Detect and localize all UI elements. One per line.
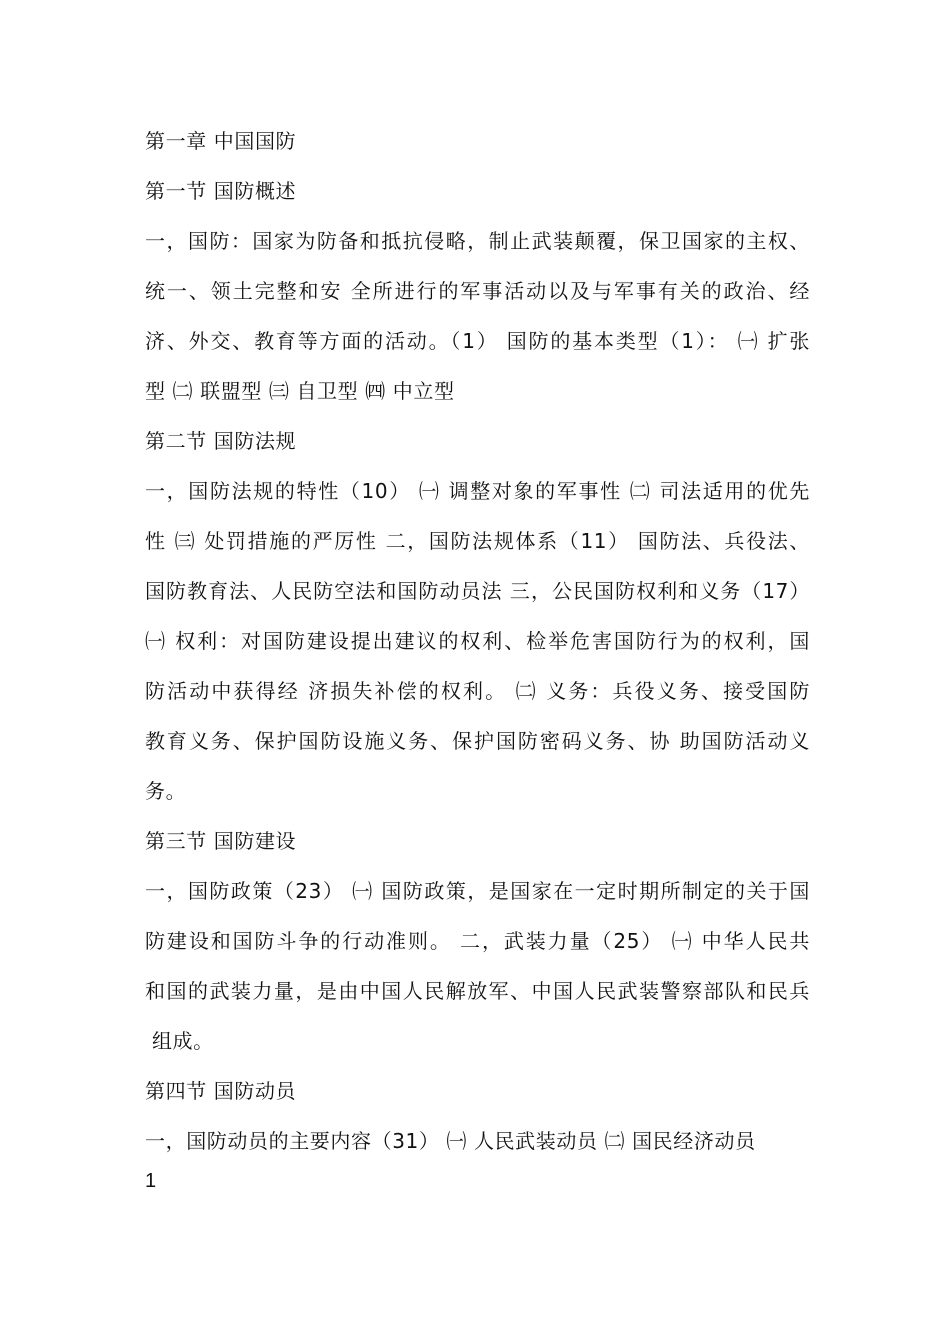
text-line: 国防教育法、人民防空法和国防动员法 三，公民国防权利和义务（17） bbox=[145, 579, 810, 603]
text-line: 一，国防：国家为防备和抵抗侵略，制止武装颠覆，保卫国家的主权、 bbox=[145, 229, 810, 253]
document-body bbox=[145, 116, 810, 1166]
page-number: 1 bbox=[145, 1170, 157, 1192]
section-heading: 第四节 国防动员 bbox=[145, 1079, 297, 1103]
text-line: 一，国防政策（23） ㈠ 国防政策，是国家在一定时期所制定的关于国 bbox=[145, 879, 810, 903]
text-line: ㈠ 权利：对国防建设提出建议的权利、检举危害国防行为的权利，国 bbox=[145, 629, 810, 653]
text-line: 组成。 bbox=[145, 1029, 214, 1053]
text-line: 济、外交、教育等方面的活动。（1） 国防的基本类型（1）： ㈠ 扩张 bbox=[145, 329, 810, 353]
text-line: 性 ㈢ 处罚措施的严厉性 二，国防法规体系（11） 国防法、兵役法、 bbox=[145, 529, 810, 553]
section-heading: 第二节 国防法规 bbox=[145, 429, 297, 453]
text-line: 统一、领土完整和安 全所进行的军事活动以及与军事有关的政治、经 bbox=[145, 279, 810, 303]
text-line: 防建设和国防斗争的行动准则。 二，武装力量（25） ㈠ 中华人民共 bbox=[145, 929, 810, 953]
section-heading: 第一节 国防概述 bbox=[145, 179, 297, 203]
text-line: 型 ㈡ 联盟型 ㈢ 自卫型 ㈣ 中立型 bbox=[145, 379, 455, 403]
section-heading: 第三节 国防建设 bbox=[145, 829, 297, 853]
chapter-heading: 第一章 中国国防 bbox=[145, 129, 297, 153]
text-line: 教育义务、保护国防设施义务、保护国防密码义务、协 助国防活动义 bbox=[145, 729, 810, 753]
text-line: 务。 bbox=[145, 779, 187, 803]
text-line: 一，国防动员的主要内容（31） ㈠ 人民武装动员 ㈡ 国民经济动员 bbox=[145, 1129, 756, 1153]
text-line: 一，国防法规的特性（10） ㈠ 调整对象的军事性 ㈡ 司法适用的优先 bbox=[145, 479, 810, 503]
text-line: 和国的武装力量，是由中国人民解放军、中国人民武装警察部队和民兵 bbox=[145, 979, 810, 1003]
text-line: 防活动中获得经 济损失补偿的权利。 ㈡ 义务：兵役义务、接受国防 bbox=[145, 679, 810, 703]
